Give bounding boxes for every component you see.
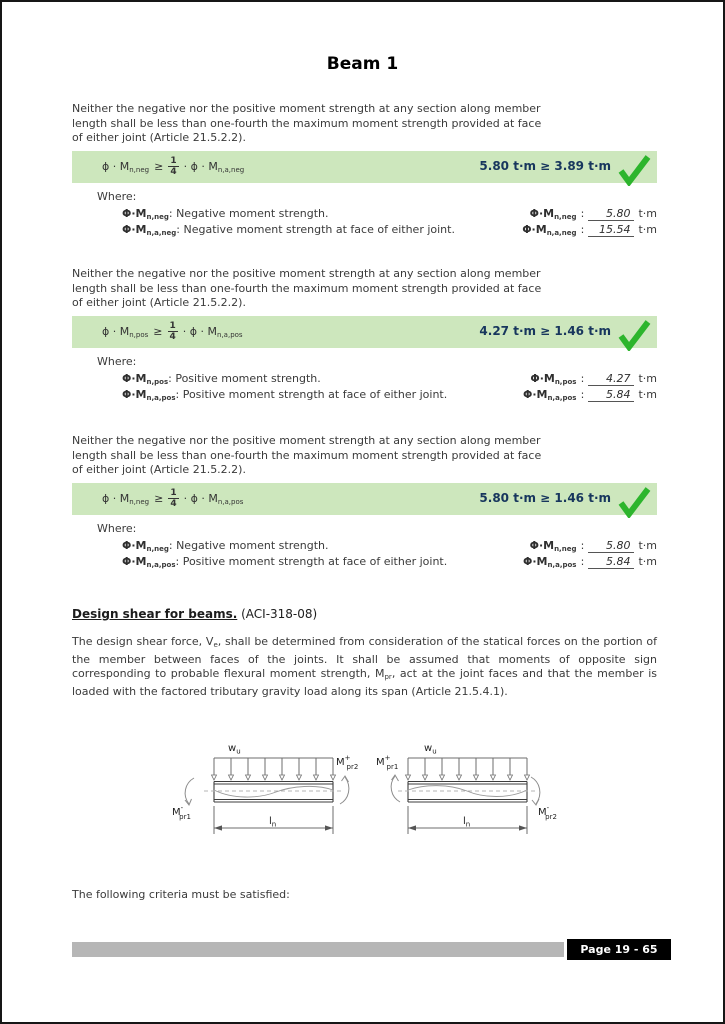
check-result-values: 4.27 t·m ≥ 1.46 t·m (479, 323, 611, 338)
criterion-intro: Neither the negative nor the positive moment strength at any section along member length shall be less than one-fourth the maximum moment strength provided at face of either joint (Article 21.5.2.2). (72, 267, 542, 309)
moment-label-mpr2: M+ pr2 (336, 754, 359, 771)
value-output: $\Phi\cdot M_{n,neg}$ : 5.80 t·m (529, 538, 657, 553)
value-output: $\Phi\cdot M_{n,a,neg}$ : 15.54 t·m (522, 222, 657, 237)
distributed-load-arrows (406, 758, 530, 780)
check-result-box (72, 316, 657, 348)
value-output: $\Phi\cdot M_{n,pos}$ : 4.27 t·m (530, 371, 657, 386)
where-row: $\Phi\cdot M_{n,neg}$: Negative moment strength. $\Phi\cdot M_{n,neg}$ : 5.80 t·m (122, 206, 657, 221)
where-label: Where: (97, 189, 137, 203)
moment-check-block-2 (72, 267, 657, 404)
deflection-curve (408, 786, 527, 797)
beam-diagram-left (172, 743, 358, 834)
where-row: $\Phi\cdot M_{n,a,pos}$: Positive moment strength at face of either joint. $\Phi\cdot M_{n,a,pos}$ : 5.84 t·m (122, 554, 657, 569)
criterion-intro: Neither the negative nor the positive moment strength at any section along member length shall be less than one-fourth the maximum moment strength provided at face of either joint (Article 21.5.2.2). (72, 102, 542, 144)
value-output: $\Phi\cdot M_{n,neg}$ : 5.80 t·m (529, 206, 657, 221)
deflection-curve (214, 786, 333, 797)
check-icon (617, 486, 651, 518)
span-label: $l_n$ (463, 816, 471, 829)
load-label: $w_u$ (228, 743, 241, 756)
fraction-one-quarter: $\frac{1}{4}$ (170, 156, 177, 177)
where-row: $\Phi\cdot M_{n,neg}$: Negative moment strength. $\Phi\cdot M_{n,neg}$ : 5.80 t·m (122, 538, 657, 553)
value-field: 4.27 (588, 372, 634, 386)
span-dimension (408, 806, 527, 834)
criterion-intro: Neither the negative nor the positive moment strength at any section along member length shall be less than one-fourth the maximum moment strength provided at face of either joint (Article 21.5.2.2). (72, 434, 542, 476)
load-label: $w_u$ (424, 743, 437, 756)
check-result-box (72, 151, 657, 183)
where-label: Where: (97, 354, 137, 368)
span-dimension (214, 806, 333, 834)
section-heading: Design shear for beams. (ACI-318-08) (72, 607, 318, 621)
moment-check-block-3 (72, 434, 657, 571)
fraction-one-quarter: $\frac{1}{4}$ (170, 488, 177, 509)
shear-paragraph: The design shear force, $V_e$, shall be determined from consideration of the statical forces on the portion of the member between faces of the joints. It shall be assumed that moments of opposite sign corresponding to probable flexural moment strength, $M_{pr}$, act at the joint faces and that the member is loaded with the factored tributary gravity load along its span (Article 21.5.4.1). (72, 635, 658, 698)
check-icon (617, 154, 651, 186)
check-result-values: 5.80 t·m ≥ 1.46 t·m (479, 490, 611, 505)
moment-label-mpr2: M-pr2 (538, 804, 557, 821)
value-field: 5.84 (588, 388, 634, 402)
where-row: $\Phi\cdot M_{n,a,neg}$: Negative moment strength at face of either joint. $\Phi\cdot M_{n,a,neg}$ : 15.54 t·m (122, 222, 657, 237)
fraction-one-quarter: $\frac{1}{4}$ (169, 321, 176, 342)
moment-label-mpr1: M-pr1 (172, 804, 191, 821)
design-shear-section (72, 607, 657, 710)
check-icon (617, 319, 651, 351)
value-output: $\Phi\cdot M_{n,a,pos}$ : 5.84 t·m (522, 554, 657, 569)
check-formula: $\phi \cdot M_{n,pos}$ ≥ $\frac{1}{4}$ · $\phi \cdot M_{n,a,pos}$ (102, 321, 243, 342)
page-title: Beam 1 (326, 54, 399, 74)
moment-label-mpr1: M+ pr1 (376, 754, 399, 771)
moment-check-block-1 (72, 102, 657, 239)
criteria-note: The following criteria must be satisfied: (72, 888, 290, 901)
moment-arrow-left (185, 778, 194, 804)
check-formula: $\phi \cdot M_{n,neg}$ ≥ $\frac{1}{4}$ · $\phi \cdot M_{n,a,pos}$ (102, 488, 244, 509)
check-formula: $\phi \cdot M_{n,neg}$ ≥ $\frac{1}{4}$ · $\phi \cdot M_{n,a,neg}$ (102, 156, 245, 177)
value-output: $\Phi\cdot M_{n,a,pos}$ : 5.84 t·m (522, 387, 657, 402)
footer-bar (72, 942, 564, 957)
distributed-load-arrows (212, 758, 336, 780)
where-row: $\Phi\cdot M_{n,pos}$: Positive moment strength. $\Phi\cdot M_{n,pos}$ : 4.27 t·m (122, 371, 657, 386)
beam-load-diagram (170, 734, 570, 849)
check-result-values: 5.80 t·m ≥ 3.89 t·m (479, 158, 611, 173)
value-field: 5.80 (588, 539, 634, 553)
value-field: 5.84 (588, 555, 634, 569)
check-result-box (72, 483, 657, 515)
value-field: 15.54 (588, 223, 634, 237)
where-label: Where: (97, 521, 137, 535)
moment-arrow-left (391, 776, 400, 802)
where-row: $\Phi\cdot M_{n,a,pos}$: Positive moment strength at face of either joint. $\Phi\cdot M_{n,a,pos}$ : 5.84 t·m (122, 387, 657, 402)
value-field: 5.80 (588, 207, 634, 221)
span-label: $l_n$ (269, 816, 277, 829)
beam-diagram-right (376, 743, 557, 834)
footer-page-number: Page 19 - 65 (567, 939, 671, 960)
